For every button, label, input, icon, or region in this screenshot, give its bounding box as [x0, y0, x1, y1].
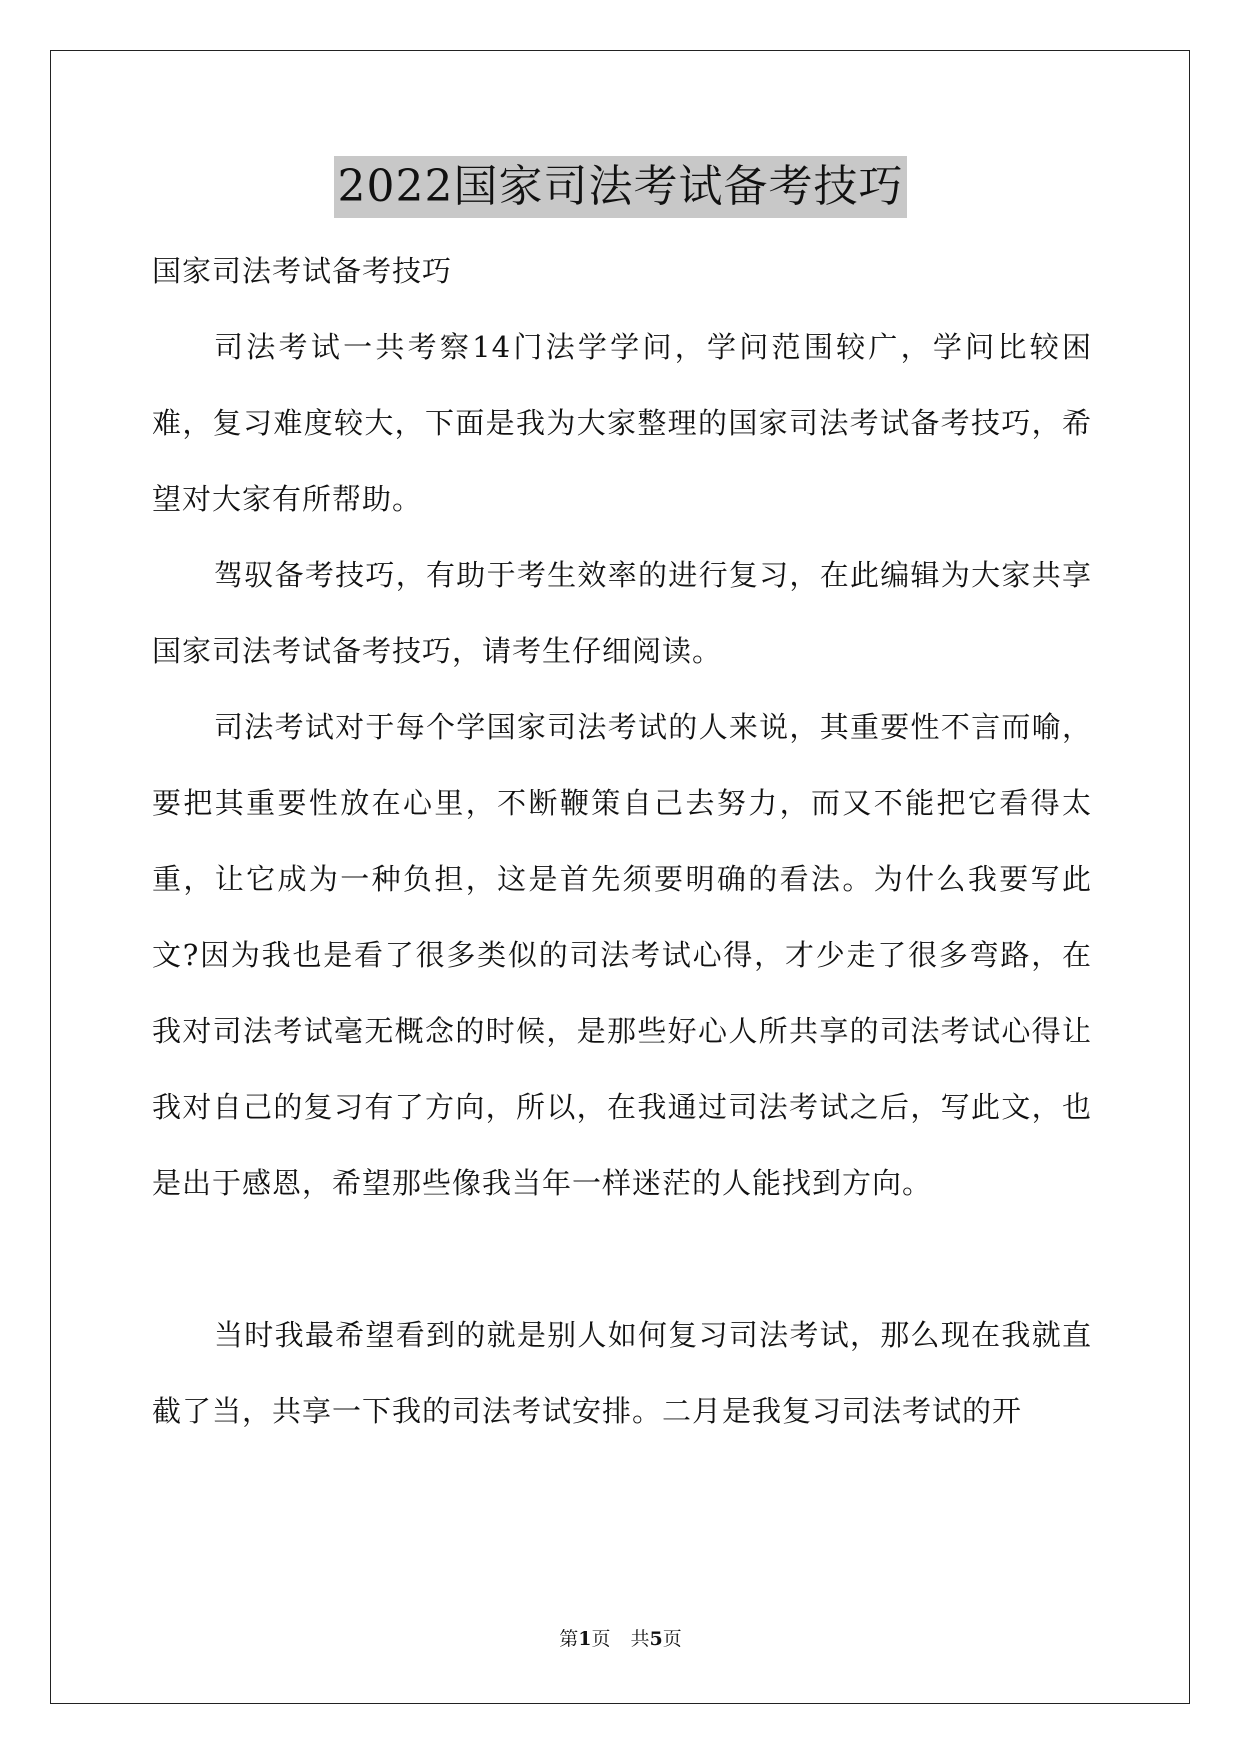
title-container	[0, 156, 1241, 218]
paragraph-gap	[152, 1221, 1092, 1297]
total-suffix: 页	[662, 1628, 682, 1650]
total-prefix: 共	[630, 1628, 650, 1650]
page-prefix: 第	[559, 1628, 579, 1650]
page-suffix: 页	[591, 1628, 611, 1650]
page-footer	[0, 1626, 1241, 1652]
paragraph-skills: 驾驭备考技巧，有助于考生效率的进行复习，在此编辑为大家共享国家司法考试备考技巧，请考生仔细阅读。	[152, 558, 1092, 668]
paragraph-intro: 司法考试一共考察14门法学学问，学问范围较广，学问比较困难，复习难度较大，下面是我为大家整理的国家司法考试备考技巧，希望对大家有所帮助。	[152, 330, 1092, 516]
document-title: 2022国家司法考试备考技巧	[334, 156, 908, 218]
document-subtitle: 国家司法考试备考技巧	[152, 254, 453, 288]
document-body	[152, 233, 1092, 1449]
paragraph-schedule: 当时我最希望看到的就是别人如何复习司法考试，那么现在我就直截了当，共享一下我的司法考试安排。二月是我复习司法考试的开	[152, 1318, 1092, 1428]
total-page-number: 5	[649, 1628, 663, 1650]
paragraph-importance: 司法考试对于每个学国家司法考试的人来说，其重要性不言而喻，要把其重要性放在心里，不断鞭策自己去努力，而又不能把它看得太重，让它成为一种负担，这是首先须要明确的看法。为什么我要写此文?因为我也是看了很多类似的司法考试心得，才少走了很多弯路，在我对司法考试毫无概念的时候，是那些好心人所共享的司法考试心得让我对自己的复习有了方向，所以，在我通过司法考试之后，写此文，也是出于感恩，希望那些像我当年一样迷茫的人能找到方向。	[152, 710, 1092, 1200]
current-page-number: 1	[578, 1628, 592, 1650]
